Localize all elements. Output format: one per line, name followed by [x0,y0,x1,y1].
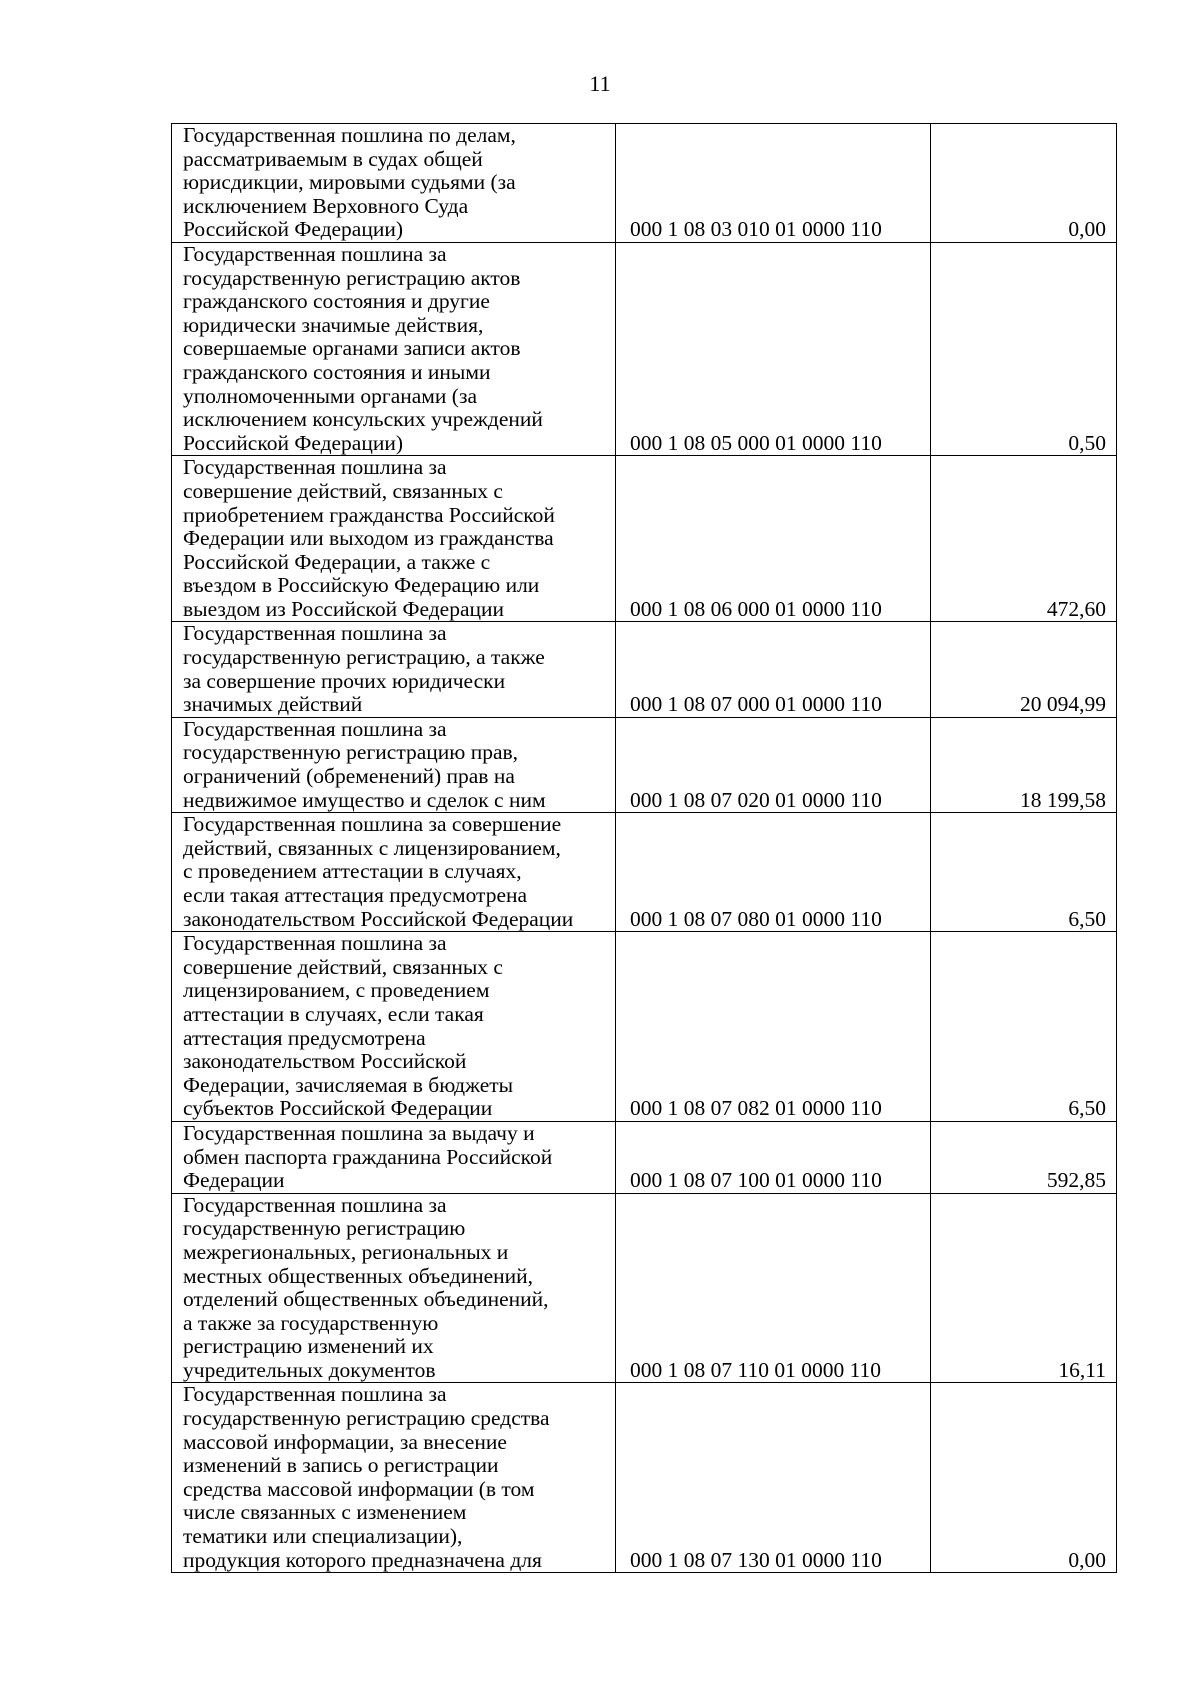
revenue-name-line: ограничений (обременений) прав на [183,764,515,789]
revenue-name-line: Государственная пошлина за [183,1193,447,1217]
revenue-name-line: совершаемые органами записи актов [183,336,521,361]
revenue-name-line: Федерации или выходом из гражданства [183,526,554,551]
budget-classification-code: 000 1 08 07 020 01 0000 110 [616,717,931,812]
revenue-name-line: Государственная пошлина за [183,455,447,480]
table-body [172,124,1117,1573]
budget-classification-code: 000 1 08 05 000 01 0000 110 [616,242,931,455]
revenue-name-line: Российской Федерации, а также с [183,549,491,574]
revenue-name-line: за совершение прочих юридически [183,668,506,693]
revenue-name-line: если такая аттестация предусмотрена [183,883,528,907]
revenue-name-line: аттестация предусмотрена [183,1025,426,1050]
table-row [172,1193,1117,1383]
revenue-name-cell [172,1383,616,1573]
revenue-name-line: учредительных документов [183,1357,436,1382]
budget-classification-code: 000 1 08 03 010 01 0000 110 [616,124,931,243]
revenue-name-line: Государственная пошлина за [183,931,447,956]
revenue-name-line: юрисдикции, мировыми судьями (за [183,170,516,195]
revenue-name-line: юридически значимые действия, [183,312,484,337]
revenue-name-line: Государственная пошлина за [183,621,447,646]
revenue-name-line: межрегиональных, региональных и [183,1239,509,1264]
revenue-name-line: государственную регистрацию актов [183,265,521,290]
amount-value: 0,00 [931,1383,1117,1573]
table-row [172,456,1117,622]
revenue-name-line: выездом из Российской Федерации [183,596,505,621]
revenue-name-line: Государственная пошлина за выдачу и [183,1121,535,1145]
amount-value: 0,00 [931,124,1117,243]
revenue-name-cell [172,813,616,932]
amount-value: 0,50 [931,242,1117,455]
revenue-name-line: тематики или специализации), [183,1524,463,1549]
table-row [172,1121,1117,1193]
revenue-name-line: Государственная пошлина за совершение [183,812,562,837]
revenue-name-line: регистрацию изменений их [183,1334,434,1359]
revenue-name-cell [172,1193,616,1383]
revenue-name-line: Государственная пошлина за [183,242,447,266]
budget-classification-code: 000 1 08 07 082 01 0000 110 [616,932,931,1122]
table-row [172,932,1117,1122]
revenue-name-line: государственную регистрацию средства [183,1406,550,1431]
revenue-name-line: продукция которого предназначена для [183,1547,542,1572]
revenue-name-line: гражданского состояния и другие [183,289,490,314]
revenue-name-line: государственную регистрацию прав, [183,740,519,765]
budget-classification-code: 000 1 08 07 100 01 0000 110 [616,1121,931,1193]
revenue-name-line: отделений общественных объединений, [183,1287,549,1312]
amount-value: 16,11 [931,1193,1117,1383]
revenue-name-line: Федерации [183,1168,285,1193]
revenue-name-cell [172,456,616,622]
table-row [172,813,1117,932]
revenue-name-line: исключением консульских учреждений [183,407,543,432]
revenue-name-line: а также за государственную [183,1310,439,1335]
revenue-name-line: Федерации, зачисляемая в бюджеты [183,1072,514,1097]
page-number: 11 [589,71,611,96]
revenue-name-line: законодательством Российской [183,1049,467,1074]
revenue-name-line: с проведением аттестации в случаях, [183,859,522,884]
revenue-name-line: Российской Федерации) [183,430,404,455]
revenue-name-line: уполномоченными органами (за [183,383,477,408]
revenue-table [171,123,1117,1573]
revenue-name-line: обмен паспорта гражданина Российской [183,1144,553,1169]
revenue-name-line: законодательством Российской Федерации [183,906,574,931]
revenue-name-line: государственную регистрацию, а также [183,645,545,670]
revenue-name-line: рассматриваемым в судах общей [183,146,483,171]
amount-value: 6,50 [931,932,1117,1122]
revenue-name-line: средства массовой информации (в том [183,1476,535,1501]
table-row [172,622,1117,717]
amount-value: 20 094,99 [931,622,1117,717]
table-row [172,242,1117,455]
budget-classification-code: 000 1 08 06 000 01 0000 110 [616,456,931,622]
revenue-name-line: исключением Верховного Суда [183,193,469,218]
amount-value: 592,85 [931,1121,1117,1193]
budget-classification-code: 000 1 08 07 000 01 0000 110 [616,622,931,717]
revenue-name-cell [172,932,616,1122]
revenue-name-cell [172,622,616,717]
revenue-name-line: числе связанных с изменением [183,1500,467,1525]
revenue-name-line: субъектов Российской Федерации [183,1096,493,1121]
revenue-name-line: въездом в Российскую Федерацию или [183,573,540,598]
revenue-name-line: приобретением гражданства Российской [183,502,555,527]
revenue-name-line: недвижимое имущество и сделок с ним [183,787,546,812]
revenue-name-line: Российской Федерации) [183,217,404,242]
table-row [172,124,1117,243]
revenue-name-line: совершение действий, связанных с [183,954,503,979]
revenue-name-cell [172,1121,616,1193]
amount-value: 472,60 [931,456,1117,622]
revenue-name-line: лицензированием, с проведением [183,978,490,1003]
revenue-name-line: Государственная пошлина за [183,1382,447,1407]
revenue-name-cell [172,124,616,243]
budget-classification-code: 000 1 08 07 110 01 0000 110 [616,1193,931,1383]
revenue-name-line: изменений в запись о регистрации [183,1453,499,1478]
revenue-name-line: действий, связанных с лицензированием, [183,835,561,860]
budget-classification-code: 000 1 08 07 130 01 0000 110 [616,1383,931,1573]
revenue-name-line: государственную регистрацию [183,1216,466,1241]
revenue-name-cell [172,242,616,455]
budget-classification-code: 000 1 08 07 080 01 0000 110 [616,813,931,932]
revenue-name-line: массовой информации, за внесение [183,1429,507,1454]
revenue-name-line: гражданского состояния и иными [183,359,491,384]
revenue-name-cell [172,717,616,812]
revenue-name-line: значимых действий [183,692,363,717]
amount-value: 6,50 [931,813,1117,932]
revenue-name-line: местных общественных объединений, [183,1263,534,1288]
table-row [172,1383,1117,1573]
revenue-name-line: Государственная пошлина по делам, [183,123,516,147]
table-row [172,717,1117,812]
revenue-name-line: совершение действий, связанных с [183,478,503,503]
revenue-name-line: аттестации в случаях, если такая [183,1001,484,1026]
revenue-name-line: Государственная пошлина за [183,717,447,741]
amount-value: 18 199,58 [931,717,1117,812]
